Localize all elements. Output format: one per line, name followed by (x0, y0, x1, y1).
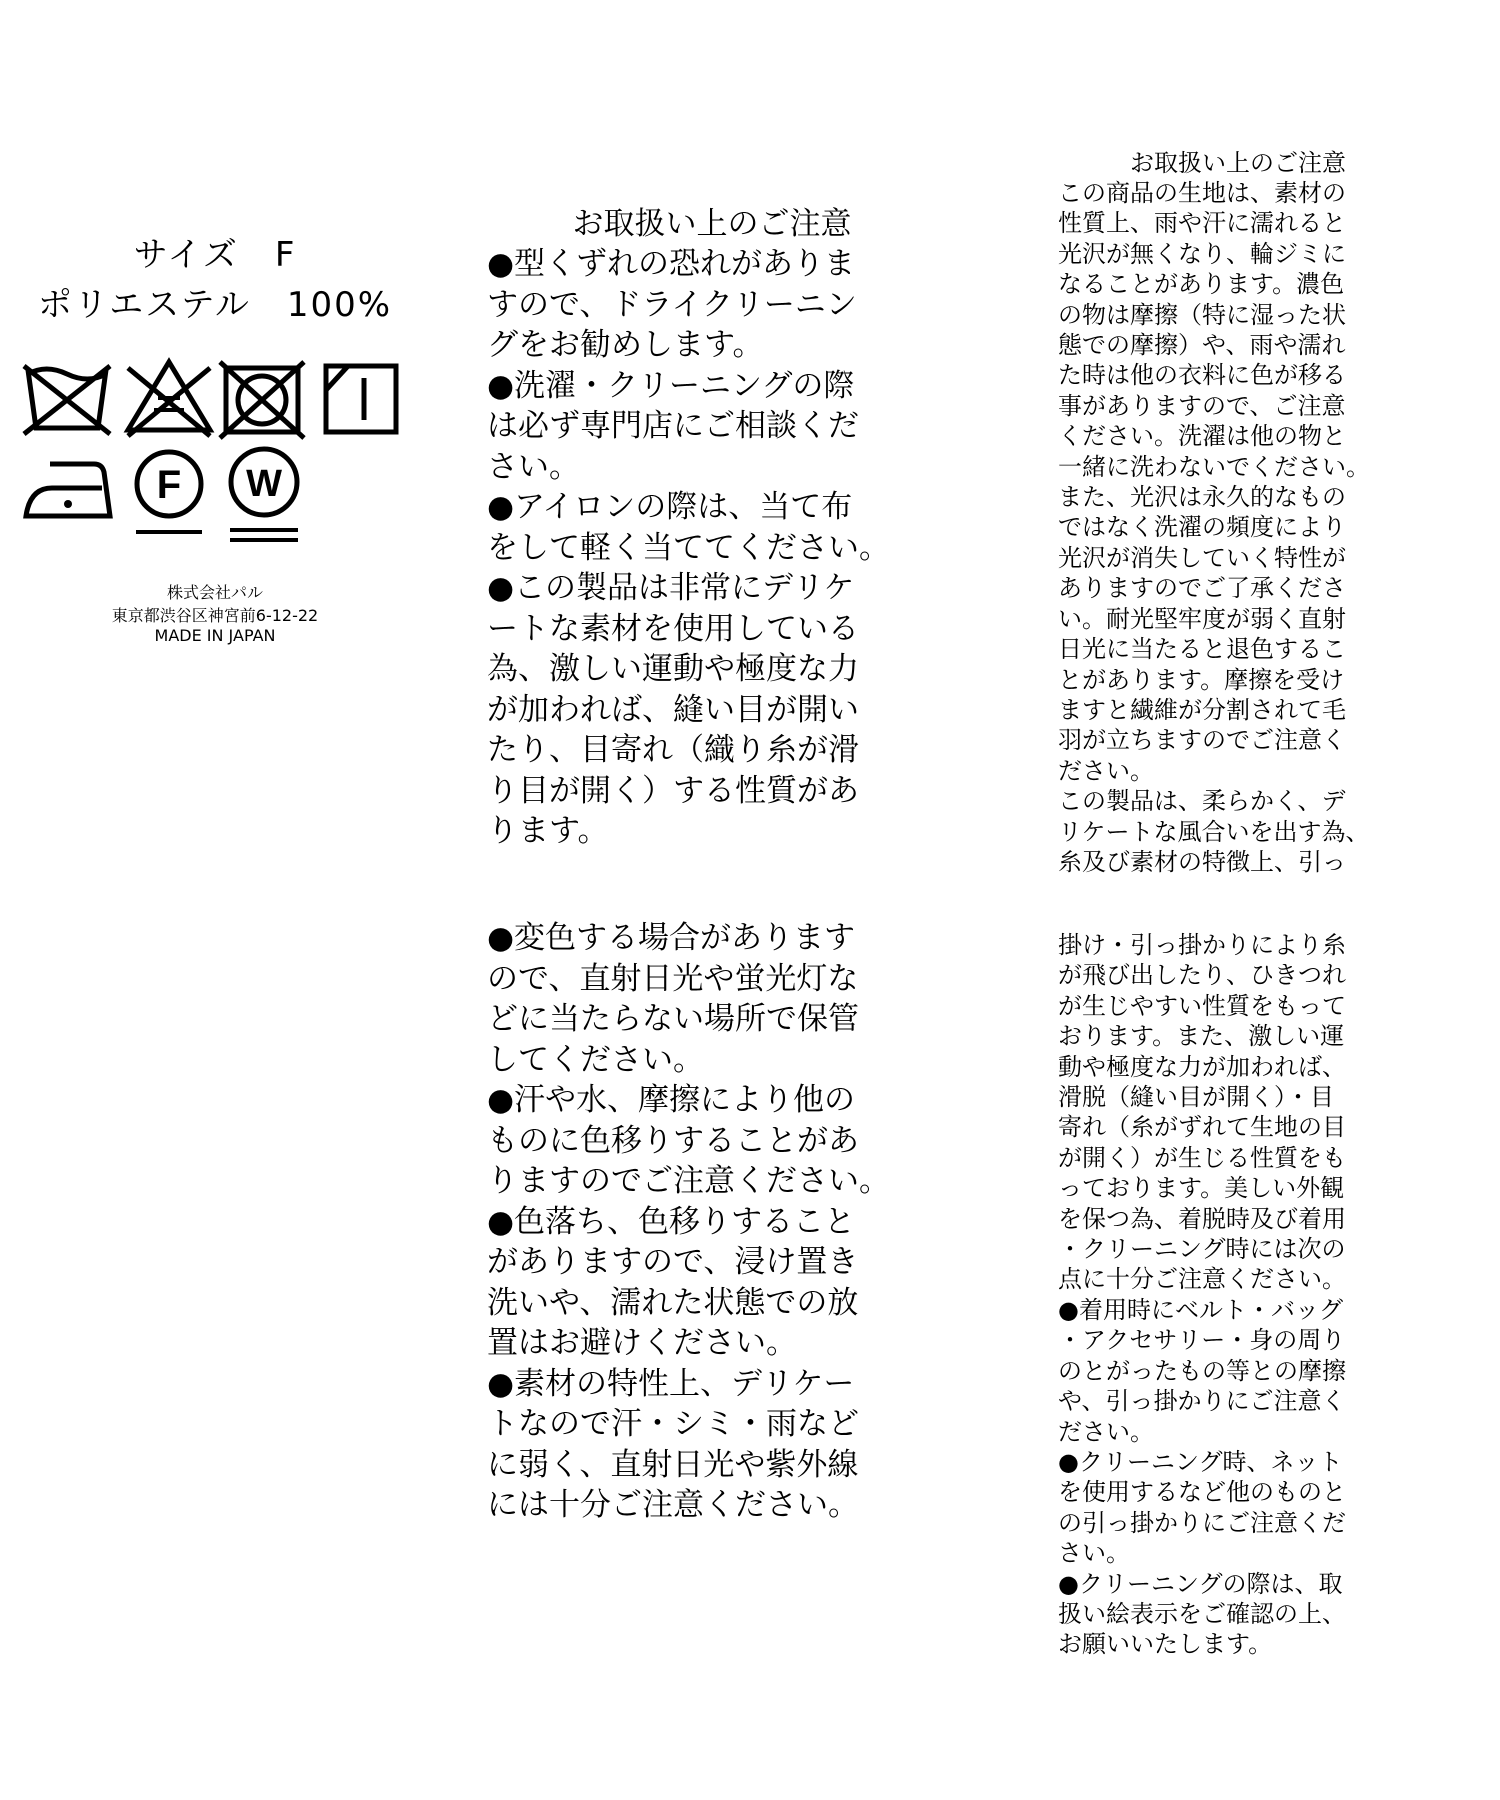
size-material-block (0, 230, 430, 330)
no-tumble-dry-icon (220, 362, 304, 438)
care-notes-column2-bottom (487, 918, 937, 1526)
care-notes-column3-bottom (1058, 930, 1418, 1660)
care-notes-title: お取扱い上のご注意 (1130, 149, 1346, 177)
dry-clean-f-icon (130, 444, 208, 544)
care-symbols (20, 358, 420, 548)
dry-clean-letter: F (156, 463, 182, 507)
line-dry-shade-icon (322, 362, 400, 436)
care-notes-text: ●型くずれの恐れがありま すので、ドライクリーニン グをお勧めします。 ●洗濯・クリーニングの際 は必ず専門店にご相談くだ さい。 ●アイロンの際は、当て布 をして軽く当ててください。 ●この製品は非常にデリケ ートな素材を使用している 為、激しい運動や極度な力 が加われば、縫い目が開い たり、目寄れ（織り糸が滑 り目が開く）する性質があ ります。 (487, 246, 890, 849)
wet-clean-w-icon (224, 442, 304, 548)
iron-low-icon (22, 458, 114, 522)
company-address: 東京都渋谷区神宮前6-12-22 (111, 606, 319, 625)
no-bleach-icon (124, 358, 214, 438)
care-notes-title: お取扱い上のご注意 (572, 206, 852, 242)
care-notes-column2-top (487, 204, 937, 852)
care-notes-text: この商品の生地は、素材の 性質上、雨や汗に濡れると 光沢が無くなり、輪ジミに なることがあります。濃色 の物は摩擦（特に湿った状 態での摩擦）や、雨や濡れ た時は他の衣料に色が移る 事がありますので、ご注意 ください。洗濯は他の物と 一緒に洗わないでください。 また、光沢は永久的なもの ではなく洗濯の頻度により 光沢が消失していく特性が ありますのでご了承くださ い。耐光堅牢度が弱く直射 日光に当たると退色するこ とがあります。摩擦を受け ますと繊維が分割されて毛 羽が立ちますのでご注意く ださい。 この製品は、柔らかく、デ リケートな風合いを出す為、 糸及び素材の特徴上、引っ (1058, 179, 1370, 876)
no-washing-icon (24, 364, 110, 436)
material-text: ポリエステル 100% (37, 285, 393, 325)
origin-text: MADE IN JAPAN (154, 626, 276, 645)
care-notes-text: 掛け・引っ掛かりにより糸 が飛び出したり、ひきつれ が生じやすい性質をもって おります。また、激しい運 動や極度な力が加われば、 滑脱（縫い目が開く）・目 寄れ（糸がずれて生地の目 が開く）が生じる性質をも っております。美しい外観 を保つ為、着脱時及び着用 ・クリーニング時には次の 点に十分ご注意ください。 ●着用時にベルト・バッグ ・アクセサリー・身の周り のとがったもの等との摩擦 や、引っ掛かりにご注意く ださい。 ●クリーニング時、ネット を使用するなど他のものと の引っ掛かりにご注意くだ さい。 ●クリーニングの際は、取 扱い絵表示をご確認の上、 お願いいたします。 (1058, 931, 1346, 1659)
size-text: サイズ F (133, 235, 297, 275)
company-name: 株式会社パル (166, 583, 263, 602)
care-notes-column3-top (1058, 148, 1418, 877)
company-block (0, 580, 430, 645)
care-notes-text: ●変色する場合があります ので、直射日光や蛍光灯な どに当たらない場所で保管 してください。 ●汗や水、摩擦により他の ものに色移りすることがあ りますのでご注意ください。 ●色落ち、色移りすること がありますので、浸け置き 洗いや、濡れた状態での放 置はお避けください。 ●素材の特性上、デリケー トなので汗・シミ・雨など に弱く、直射日光や紫外線 には十分ご注意ください。 (487, 920, 890, 1523)
wet-clean-letter: W (246, 463, 282, 505)
